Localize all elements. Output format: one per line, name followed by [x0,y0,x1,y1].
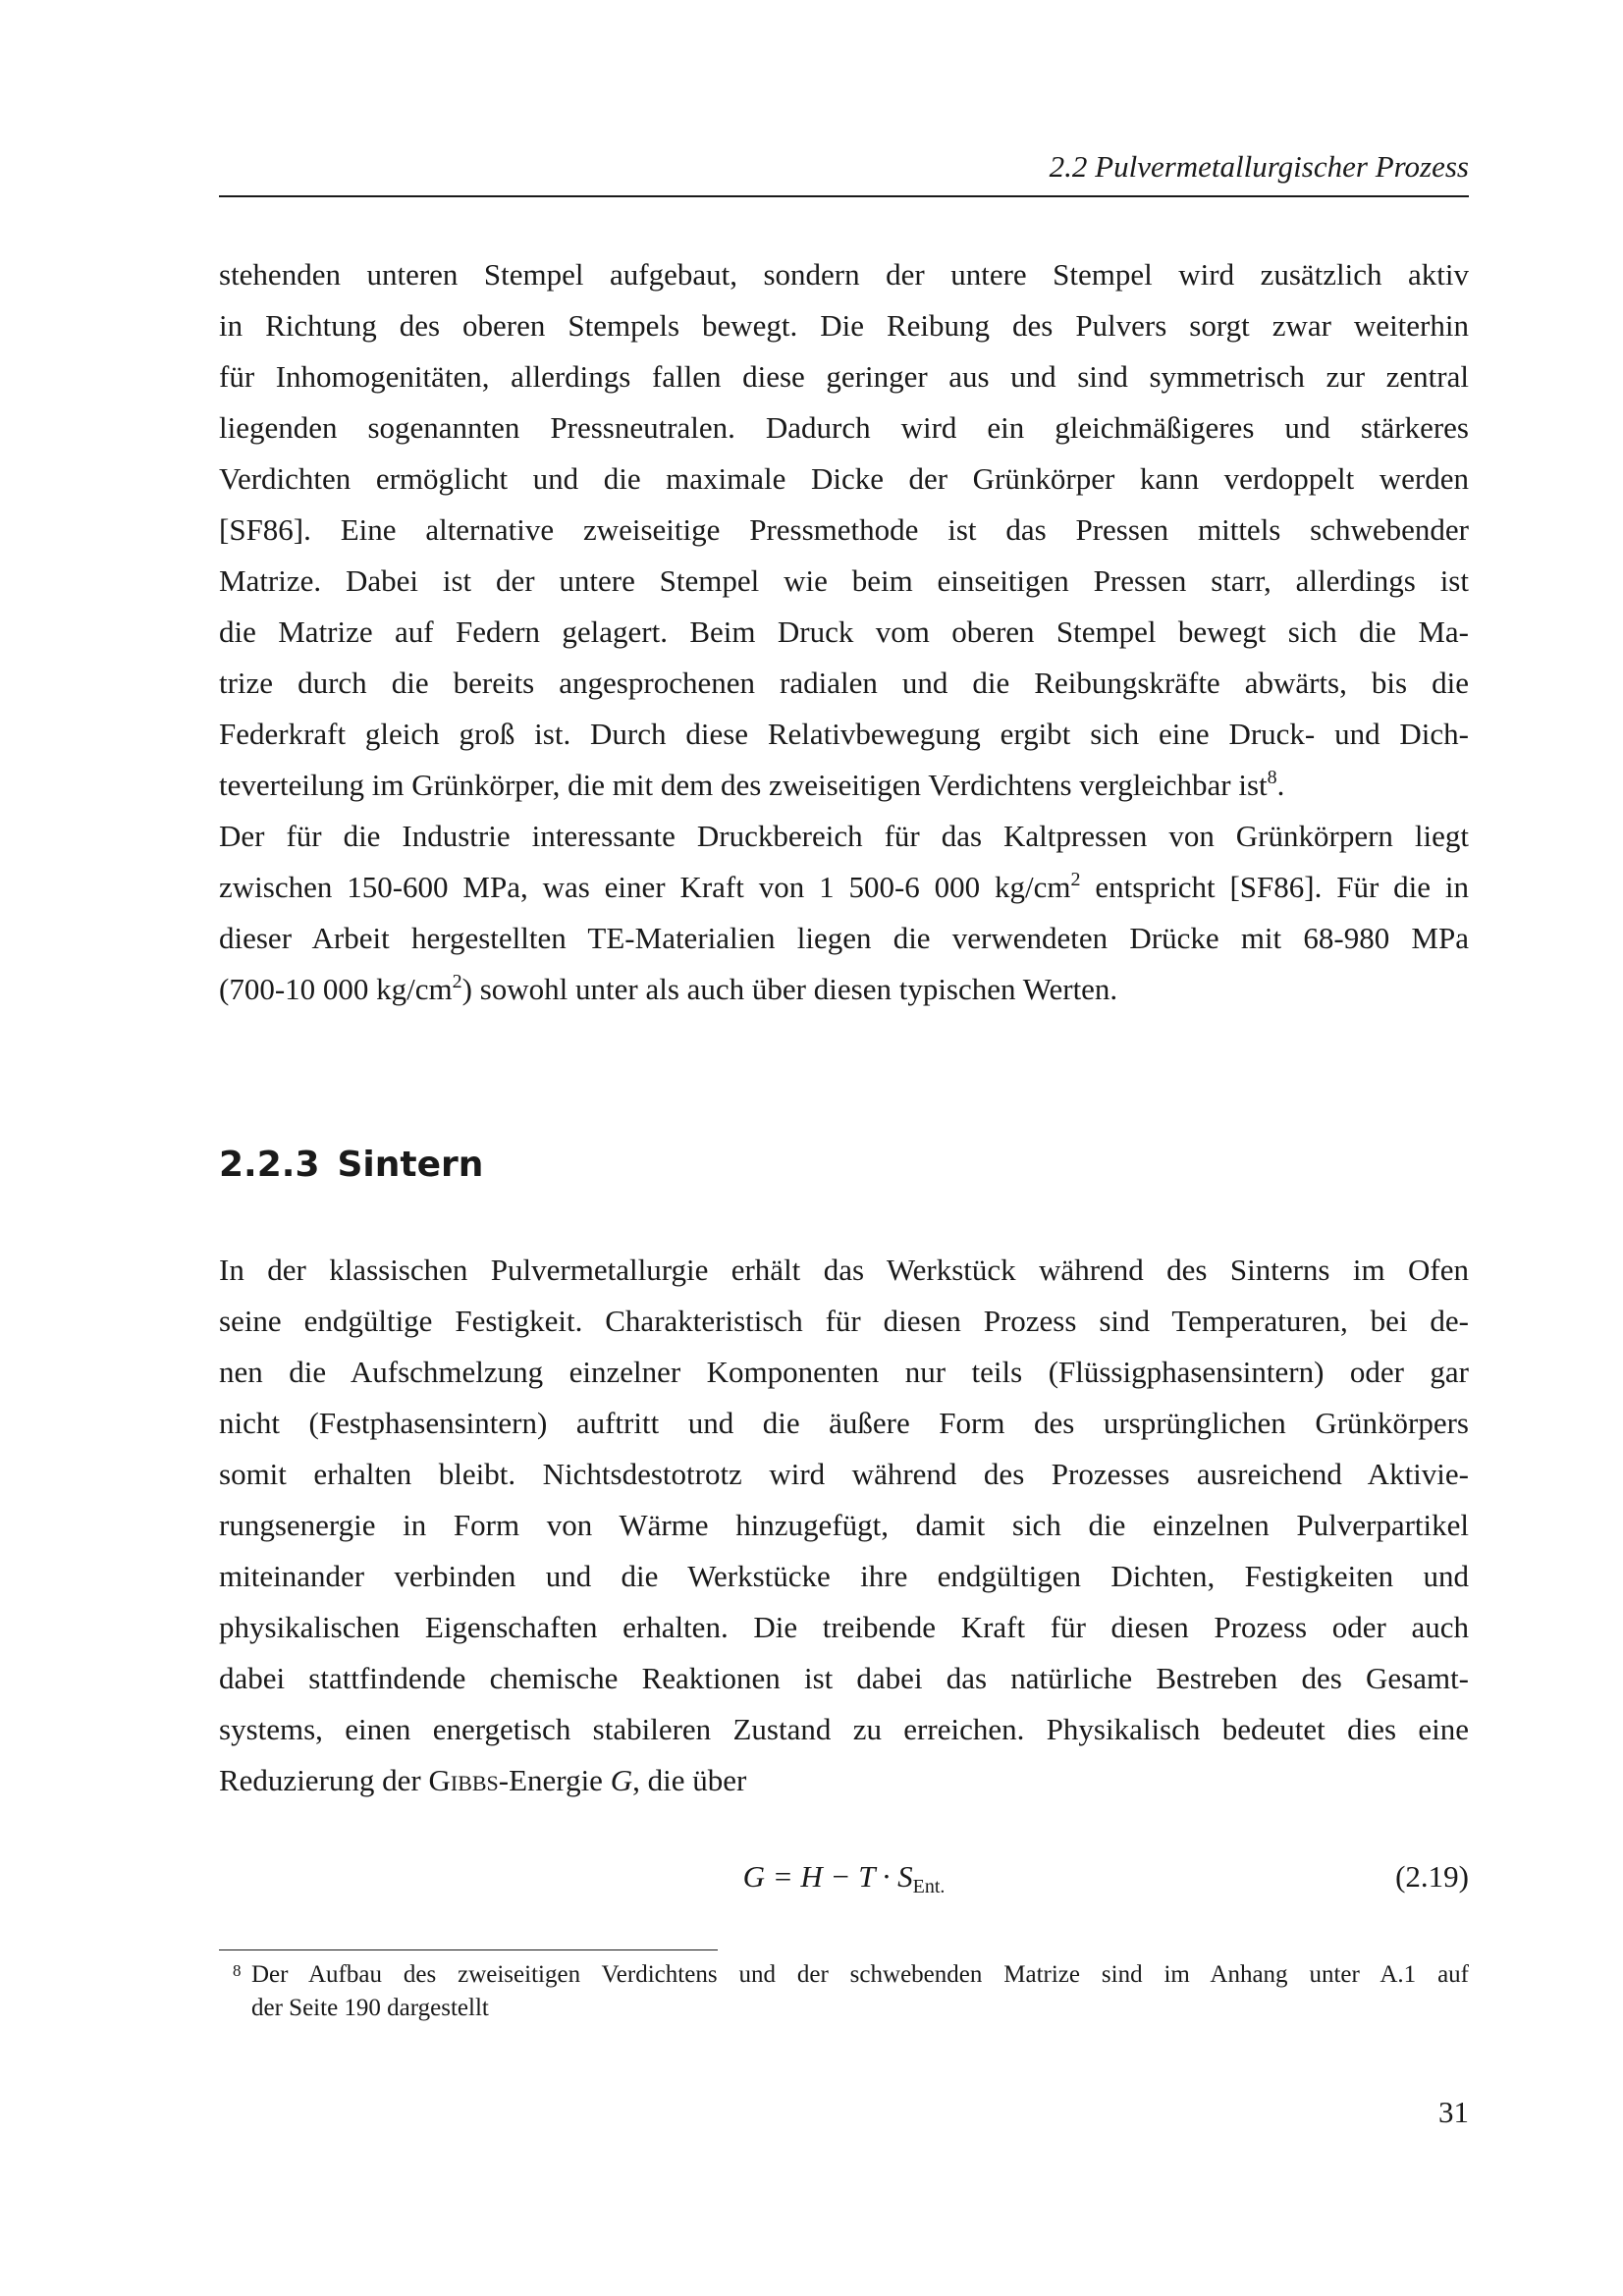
paragraph-sintering [219,1245,1469,1806]
footnote-rule [219,1949,718,1950]
text-fragment: , die über [632,1763,747,1797]
equation-formula [219,1851,1469,1902]
text-fragment: -Energie [498,1763,611,1797]
text-fragment: Reduzierung der [219,1763,429,1797]
running-header: 2.2 Pulvermetallurgischer Prozess [1049,149,1469,184]
text-line: In der klassischen Pulvermetallurgie erhält das Werkstück während des Sinterns im Ofen [219,1253,1469,1287]
text-line: nen die Aufschmelzung einzelner Komponenten nur teils (Flüssigphasensintern) oder gar [219,1355,1469,1389]
text-line [219,760,1469,811]
footnote-line: der Seite 190 dargestellt [251,1995,489,2021]
text-fragment: entspricht [SF86]. Für die in [1080,870,1470,904]
text-line: Federkraft gleich groß ist. Durch diese Relativbewegung ergibt sich eine Druck- und Dich- [219,717,1469,751]
equation-body: G = H − T · S [742,1859,913,1894]
variable-g: G [610,1763,633,1797]
footnote-text [251,1958,1469,2025]
text-fragment: . [1276,768,1285,802]
text-line: dieser Arbeit hergestellten TE-Materialien liegen die verwendeten Drücke mit 68-980 MPa [219,921,1469,955]
text-line: physikalischen Eigenschaften erhalten. Die treibende Kraft für diesen Prozess oder auch [219,1610,1469,1644]
footnote-mark: 8 [233,1961,242,1980]
text-line: in Richtung des oberen Stempels bewegt. Die Reibung des Pulvers sorgt zwar weiterhin [219,308,1469,343]
equation-subscript: Ent. [912,1876,946,1897]
footnote-reference[interactable]: 8 [1267,767,1277,788]
text-line: Verdichten ermöglicht und die maximale Dicke der Grünkörper kann verdoppelt werden [219,461,1469,496]
footnote-8 [219,1958,1469,2025]
paragraph-pressing [219,249,1469,1015]
text-line: miteinander verbinden und die Werkstücke ihre endgültigen Dichten, Festigkeiten und [219,1559,1469,1593]
superscript: 2 [452,971,462,992]
text-line: rungsenergie in Form von Wärme hinzugefügt, damit sich die einzelnen Pulverpartikel [219,1508,1469,1542]
text-line: trize durch die bereits angesprochenen radialen und die Reibungskräfte abwärts, bis die [219,666,1469,700]
text-fragment: (700-10 000 kg/cm [219,972,453,1006]
text-line: dabei stattfindende chemische Reaktionen ist dabei das natürliche Bestreben des Gesamt- [219,1661,1469,1695]
section-number: 2.2.3 [219,1145,320,1185]
superscript: 2 [1070,869,1081,890]
text-fragment: teverteilung im Grünkörper, die mit dem des zweiseitigen Verdichtens vergleichbar ist [219,768,1268,802]
text-line: Der für die Industrie interessante Druckbereich für das Kaltpressen von Grünkörpern liegt [219,819,1469,853]
text-fragment: zwischen 150-600 MPa, was einer Kraft von 1 500-6 000 kg/cm [219,870,1071,904]
text-line: systems, einen energetisch stabileren Zustand zu erreichen. Physikalisch bedeutet dies eine [219,1712,1469,1746]
footnote-line: Der Aufbau des zweiseitigen Verdichtens und der schwebenden Matrize sind im Anhang unter A.1 auf [251,1961,1469,1988]
text-line: stehenden unteren Stempel aufgebaut, sondern der untere Stempel wird zusätzlich aktiv [219,257,1469,292]
text-fragment: ) sowohl unter als auch über diesen typischen Werten. [461,972,1118,1006]
header-rule [219,195,1469,197]
text-line [219,964,1469,1015]
text-line: Matrize. Dabei ist der untere Stempel wie beim einseitigen Pressen starr, allerdings ist [219,563,1469,598]
text-line [219,862,1469,913]
section-heading [219,1142,483,1189]
text-line [219,1755,1469,1806]
section-title: Sintern [337,1145,484,1185]
page-number: 31 [1438,2095,1469,2129]
equation-2-19 [219,1851,1469,1902]
text-line: liegenden sogenannten Pressneutralen. Dadurch wird ein gleichmäßigeres und stärkeres [219,410,1469,445]
gibbs-name: Gibbs [428,1763,499,1797]
text-line: die Matrize auf Federn gelagert. Beim Druck vom oberen Stempel bewegt sich die Ma- [219,614,1469,649]
text-line: somit erhalten bleibt. Nichtsdestotrotz wird während des Prozesses ausreichend Aktivie- [219,1457,1469,1491]
text-line: für Inhomogenitäten, allerdings fallen diese geringer aus und sind symmetrisch zur zentral [219,359,1469,394]
text-line: [SF86]. Eine alternative zweiseitige Pressmethode ist das Pressen mittels schwebender [219,512,1469,547]
text-line: seine endgültige Festigkeit. Charakteristisch für diesen Prozess sind Temperaturen, bei de- [219,1304,1469,1338]
equation-number: (2.19) [1395,1859,1469,1894]
text-line: nicht (Festphasensintern) auftritt und die äußere Form des ursprünglichen Grünkörpers [219,1406,1469,1440]
